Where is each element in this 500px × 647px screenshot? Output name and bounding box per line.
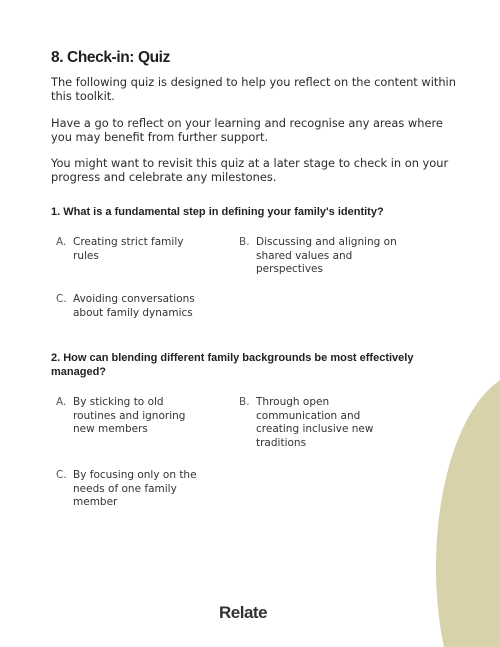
decorative-shape — [436, 372, 500, 647]
intro-paragraph-2: Have a go to reflect on your learning and recognise any areas where you may benefit from further support. — [51, 116, 443, 144]
intro-paragraph-3: You might want to revisit this quiz at a later stage to check in on your progress and celebrate any milestones. — [51, 156, 449, 184]
option-letter: B. — [239, 236, 250, 248]
option-text: By sticking to old routines and ignoring new members — [73, 396, 186, 435]
option-letter: B. — [239, 396, 250, 408]
option-letter: C. — [56, 293, 67, 305]
option-letter: C. — [56, 469, 67, 481]
option-text: Creating strict family rules — [73, 236, 184, 262]
option-text: Discussing and aligning on shared values and perspectives — [256, 236, 397, 275]
option-letter: A. — [56, 396, 67, 408]
question-1: 1. What is a fundamental step in defining your family's identity? — [51, 206, 384, 218]
intro-paragraph-1: The following quiz is designed to help you reflect on the content within this toolkit. — [51, 75, 456, 103]
option-text: Avoiding conversations about family dynamics — [73, 293, 195, 319]
section-heading: 8. Check-in: Quiz — [51, 49, 170, 66]
relate-logo: Relate — [219, 603, 268, 622]
option-letter: A. — [56, 236, 67, 248]
question-2: 2. How can blending different family backgrounds be most effectively managed? — [51, 352, 414, 378]
option-text: Through open communication and creating inclusive new traditions — [256, 396, 374, 449]
option-text: By focusing only on the needs of one family member — [73, 469, 197, 508]
